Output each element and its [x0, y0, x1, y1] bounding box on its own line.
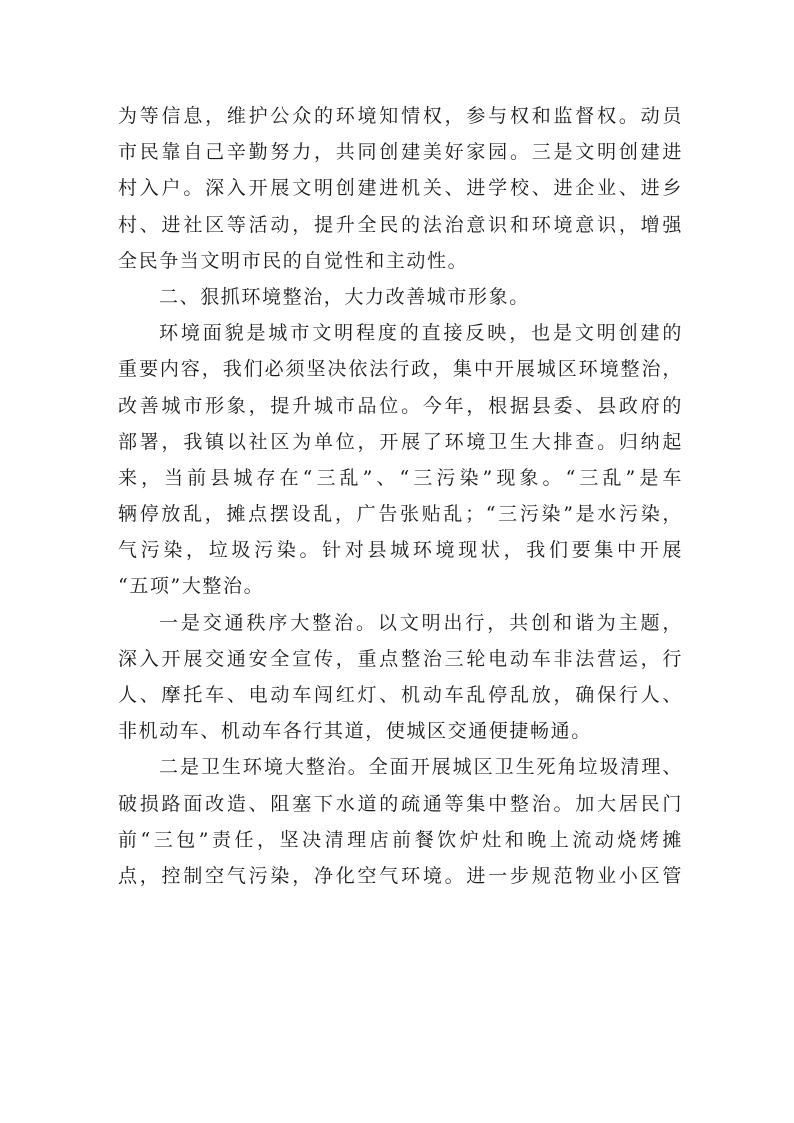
- text-line: 人、摩托车、电动车闯红灯、机动车乱停乱放，确保行人、: [118, 684, 683, 706]
- text-line: 来，当前县城存在“三乱”、“三污染”现象。“三乱”是车: [118, 466, 683, 489]
- text-line: 为等信息，维护公众的环境知情权，参与权和监督权。动员: [118, 105, 683, 127]
- section-heading: 二、狠抓环境整治，大力改善城市形象。: [159, 285, 530, 308]
- text-line: 前“三包”责任，坚决清理店前餐饮炉灶和晚上流动烧烤摊: [118, 828, 683, 851]
- text-line: 点，控制空气污染，净化空气环境。进一步规范物业小区管: [118, 864, 683, 887]
- text-line: “五项”大整治。: [118, 575, 265, 598]
- text-line: 破损路面改造、阻塞下水道的疏通等集中整治。加大居民门: [118, 792, 683, 815]
- text-line: 气污染，垃圾污染。针对县城环境现状，我们要集中开展: [118, 539, 683, 562]
- text-line: 辆停放乱，摊点摆设乱，广告张贴乱；“三污染”是水污染，: [118, 503, 683, 526]
- text-line: 改善城市形象，提升城市品位。今年，根据县委、县政府的: [118, 394, 683, 417]
- body-text: [118, 98, 683, 894]
- text-line: 部署，我镇以社区为单位，开展了环境卫生大排查。归纳起: [118, 430, 683, 453]
- text-line: 市民靠自己辛勤努力，共同创建美好家园。三是文明创建进: [118, 141, 683, 164]
- text-line: 村、进社区等活动，提升全民的法治意识和环境意识，增强: [118, 213, 683, 236]
- text-line: 非机动车、机动车各行其道，使城区交通便捷畅通。: [118, 720, 592, 743]
- text-line: 全民争当文明市民的自觉性和主动性。: [118, 249, 469, 272]
- text-line: 重要内容，我们必须坚决依法行政，集中开展城区环境整治，: [118, 358, 683, 381]
- text-line: 二是卫生环境大整治。全面开展城区卫生死角垃圾清理、: [159, 756, 683, 779]
- text-line: 环境面貌是城市文明程度的直接反映，也是文明创建的: [159, 322, 683, 345]
- text-line: 深入开展交通安全宣传，重点整治三轮电动车非法营运，行: [118, 647, 683, 670]
- text-line: 村入户。深入开展文明创建进机关、进学校、进企业、进乡: [118, 177, 683, 200]
- text-line: 一是交通秩序大整治。以文明出行，共创和谐为主题，: [159, 611, 683, 634]
